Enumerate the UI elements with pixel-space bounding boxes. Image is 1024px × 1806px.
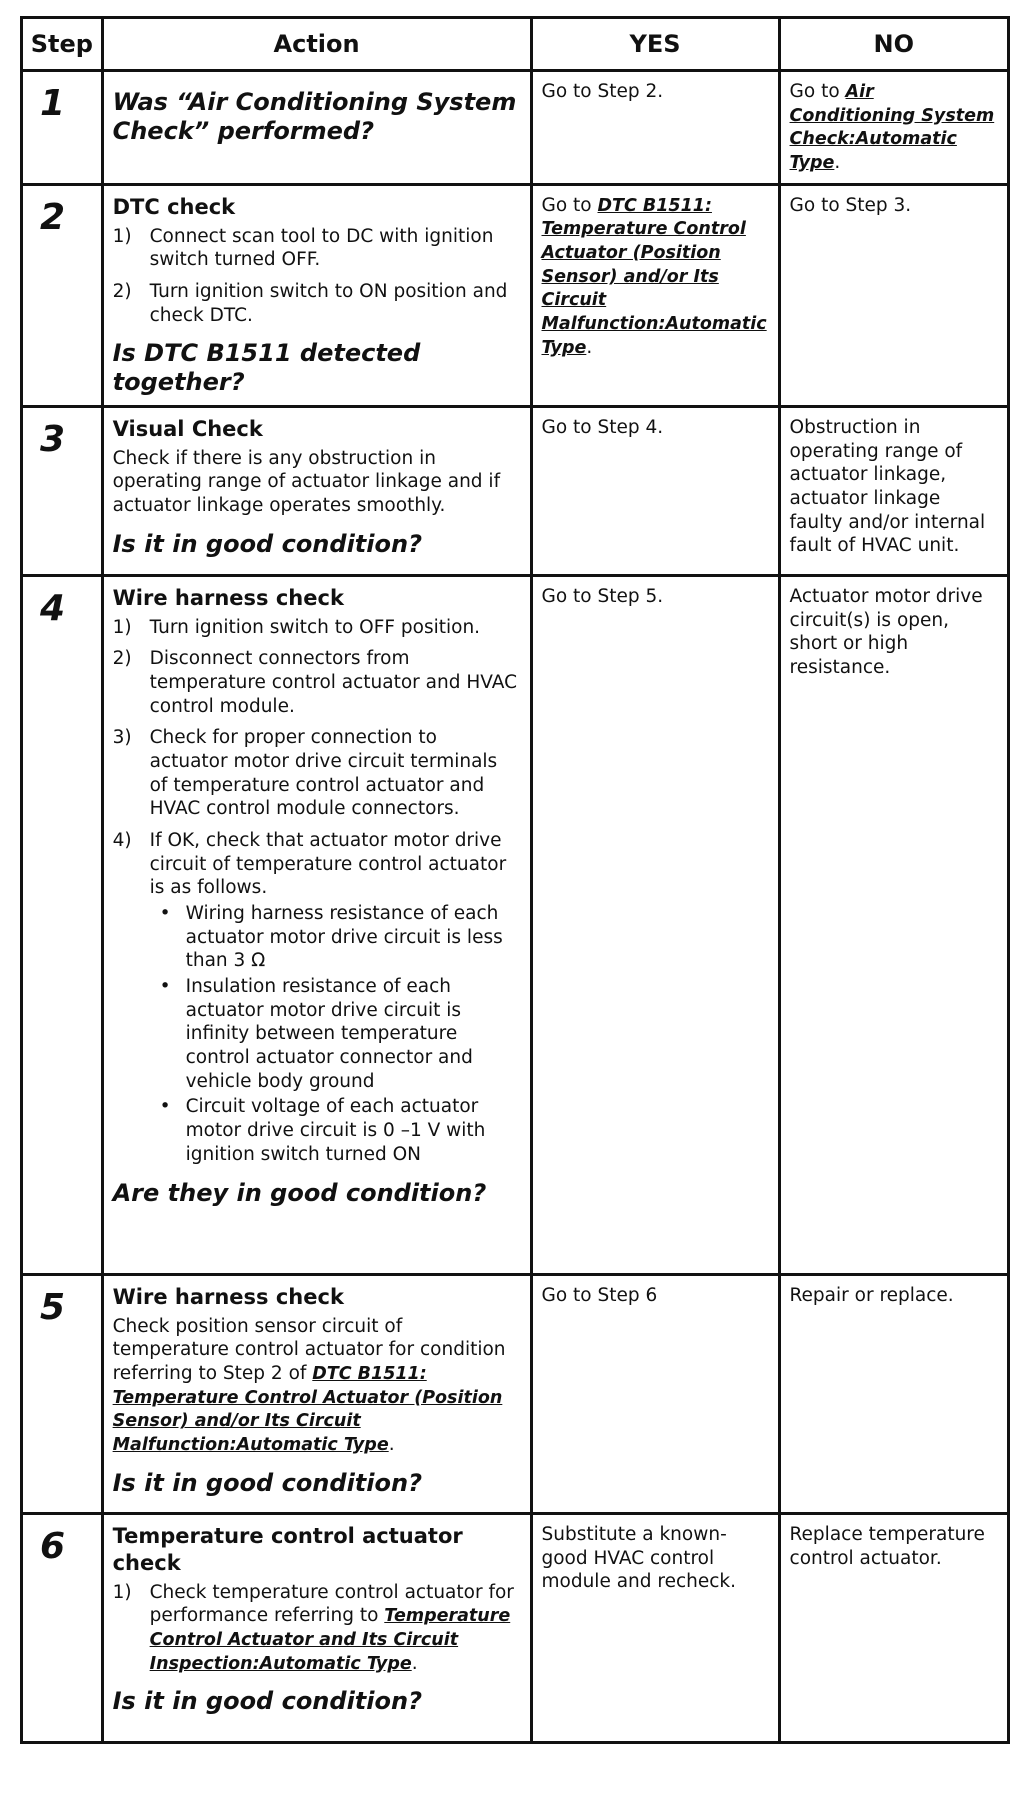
link-ac-system-check[interactable]: Air Conditioning System Check:Automatic Type — [789, 82, 995, 174]
header-action: Action — [102, 18, 531, 71]
header-no: NO — [779, 18, 1008, 71]
bullet-item: • Wiring harness resistance of each actuator motor drive circuit is less than 3 Ω — [150, 902, 521, 973]
item-number: 1) — [112, 1581, 132, 1603]
header-row — [22, 18, 1009, 71]
link-dtc-b1511[interactable]: DTC B1511: Temperature Control Actuator (Position Sensor) and/or Its Circuit Malfunction:Automatic Type — [541, 195, 767, 358]
bullet-list — [150, 902, 521, 1166]
step-number: 3 — [40, 418, 66, 460]
table-row — [22, 406, 1009, 575]
step-cell — [22, 71, 103, 185]
yes-text: Go to — [541, 194, 598, 216]
step-number: 2 — [40, 196, 66, 238]
step-question: Is it in good condition? — [112, 1468, 422, 1497]
no-cell — [779, 406, 1008, 575]
item-text: Check temperature control actuator for performance referring to — [149, 1581, 514, 1627]
step-cell — [22, 575, 103, 1274]
item-text: Turn ignition switch to ON position and check DTC. — [149, 280, 508, 326]
procedure-list — [113, 616, 521, 1167]
action-cell — [102, 406, 531, 575]
step-question: Is it in good condition? — [112, 529, 422, 558]
no-text: Go to Step 3. — [789, 194, 912, 216]
yes-text-end: . — [586, 336, 593, 358]
step-cell — [22, 406, 103, 575]
step-title: Wire harness check — [112, 1284, 344, 1309]
no-cell — [779, 71, 1008, 185]
item-text-end: . — [411, 1652, 418, 1674]
header-step: Step — [22, 18, 103, 71]
yes-cell — [531, 184, 779, 406]
link-actuator-inspection[interactable]: Temperature Control Actuator and Its Circuit Inspection:Automatic Type — [149, 1606, 511, 1674]
no-cell — [779, 575, 1008, 1274]
step-question: Are they in good condition? — [112, 1178, 487, 1207]
table-row — [22, 575, 1009, 1274]
item-number: 2) — [112, 280, 132, 302]
yes-cell — [531, 1274, 779, 1513]
no-text: Go to — [789, 81, 846, 102]
description-text: Check position sensor circuit of temperature control actuator for condition referring to Step 2 of — [112, 1315, 506, 1385]
step-question: Was “Air Conditioning System Check” performed? — [112, 88, 517, 145]
no-cell — [779, 1274, 1008, 1513]
step-cell — [22, 1274, 103, 1513]
yes-text: Go to Step 6 — [541, 1284, 658, 1306]
list-item — [113, 616, 521, 640]
yes-cell — [531, 575, 779, 1274]
item-number: 1) — [112, 616, 132, 638]
bullet-item: • Circuit voltage of each actuator motor drive circuit is 0 –1 V with ignition switch turned ON — [150, 1095, 521, 1166]
list-item — [113, 1581, 521, 1676]
action-cell — [102, 1274, 531, 1513]
diagnostic-table — [20, 16, 1010, 1744]
header-yes: YES — [531, 18, 779, 71]
no-text-end: . — [834, 152, 841, 174]
item-text: Check for proper connection to actuator motor drive circuit terminals of temperature control actuator and HVAC control module connectors. — [149, 727, 498, 820]
step-number: 1 — [40, 83, 66, 124]
step-title: DTC check — [112, 194, 236, 219]
yes-text: Go to Step 2. — [541, 81, 664, 102]
no-cell — [779, 184, 1008, 406]
list-item — [113, 647, 521, 718]
yes-cell — [531, 406, 779, 575]
no-text: Repair or replace. — [789, 1284, 954, 1306]
link-dtc-b1511-step2[interactable]: DTC B1511: Temperature Control Actuator (Position Sensor) and/or Its Circuit Malfunction:Automatic Type — [112, 1364, 503, 1456]
step-title: Temperature control actuator check — [112, 1523, 463, 1575]
no-cell — [779, 1513, 1008, 1742]
procedure-list — [113, 1581, 521, 1676]
list-item — [113, 726, 521, 821]
step-description — [113, 1315, 521, 1457]
yes-text: Go to Step 5. — [541, 585, 664, 607]
yes-cell — [531, 71, 779, 185]
item-number: 3) — [112, 727, 132, 749]
step-title: Wire harness check — [112, 585, 344, 610]
step-question: Is it in good condition? — [112, 1687, 422, 1716]
item-text: Connect scan tool to DC with ignition switch turned OFF. — [149, 225, 494, 271]
action-cell — [102, 71, 531, 185]
no-text: Obstruction in operating range of actuator linkage, actuator linkage faulty and/or internal fault of HVAC unit. — [789, 416, 986, 557]
step-question: Is DTC B1511 detected together? — [112, 339, 421, 397]
step-title: Visual Check — [112, 416, 263, 441]
yes-text: Substitute a known-good HVAC control module and recheck. — [541, 1523, 737, 1593]
step-number: 6 — [40, 1525, 66, 1567]
list-item — [113, 829, 521, 1166]
item-number: 2) — [112, 648, 132, 670]
item-text: If OK, check that actuator motor drive circuit of temperature control actuator is as follows. — [149, 830, 507, 899]
procedure-list — [113, 225, 521, 328]
item-text: Disconnect connectors from temperature control actuator and HVAC control module. — [149, 648, 517, 717]
action-cell — [102, 184, 531, 406]
list-item — [113, 280, 521, 327]
no-text: Actuator motor drive circuit(s) is open, short or high resistance. — [789, 585, 983, 678]
step-number: 5 — [40, 1286, 66, 1328]
action-cell — [102, 575, 531, 1274]
yes-text: Go to Step 4. — [541, 416, 664, 438]
table-row — [22, 71, 1009, 185]
yes-cell — [531, 1513, 779, 1742]
item-number: 4) — [112, 830, 132, 852]
step-cell — [22, 184, 103, 406]
bullet-item: • Insulation resistance of each actuator motor drive circuit is infinity between temperature control actuator connector and vehicle body ground — [150, 975, 521, 1093]
list-item — [113, 225, 521, 272]
item-text: Turn ignition switch to OFF position. — [149, 616, 481, 638]
step-number: 4 — [40, 587, 66, 629]
no-text: Replace temperature control actuator. — [789, 1523, 985, 1569]
table-row — [22, 1274, 1009, 1513]
description-text-end: . — [388, 1434, 395, 1456]
item-number: 1) — [112, 225, 132, 247]
action-cell — [102, 1513, 531, 1742]
step-description: Check if there is any obstruction in operating range of actuator linkage and if actuator linkage operates smoothly. — [112, 447, 501, 517]
table-row — [22, 1513, 1009, 1742]
step-cell — [22, 1513, 103, 1742]
table-row — [22, 184, 1009, 406]
